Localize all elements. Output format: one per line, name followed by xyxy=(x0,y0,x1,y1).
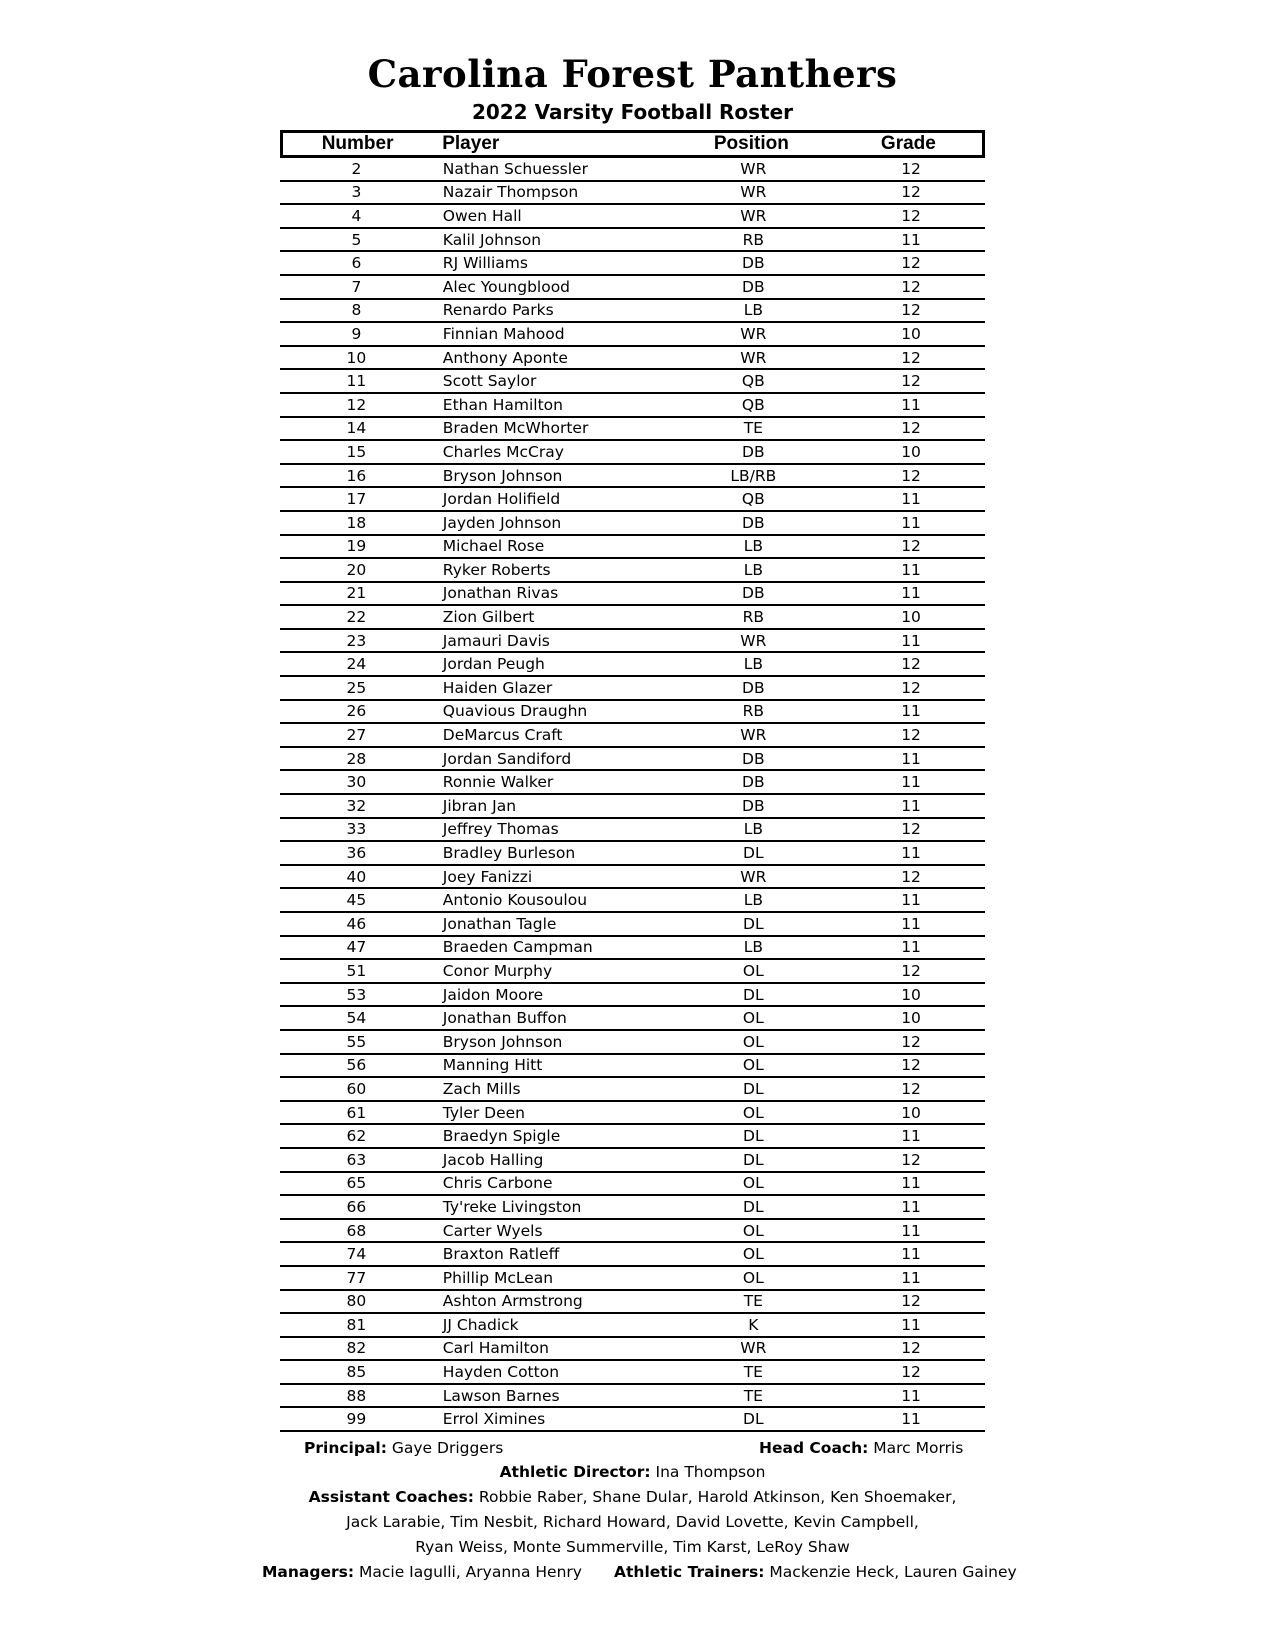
assistant-coaches-label: Assistant Coaches: xyxy=(308,1488,474,1506)
cell-grade: 12 xyxy=(901,254,921,273)
table-row xyxy=(280,418,985,442)
cell-grade: 11 xyxy=(901,1245,921,1264)
table-row xyxy=(280,441,985,465)
cell-number: 6 xyxy=(351,254,362,273)
table-row xyxy=(280,1220,985,1244)
table-row xyxy=(280,512,985,536)
table-row xyxy=(280,205,985,229)
column-header-number: Number xyxy=(321,133,394,154)
athletic-trainers-label: Athletic Trainers: xyxy=(614,1563,765,1581)
cell-number: 85 xyxy=(346,1363,367,1382)
assistant-coaches-line-1 xyxy=(0,1485,1265,1510)
table-row xyxy=(280,1125,985,1149)
cell-position: LB xyxy=(743,537,763,556)
table-row xyxy=(280,465,985,489)
table-row xyxy=(280,630,985,654)
cell-number: 61 xyxy=(346,1103,367,1122)
cell-position: LB/RB xyxy=(730,466,777,485)
cell-position: OL xyxy=(742,1009,764,1028)
cell-player: DeMarcus Craft xyxy=(442,726,563,745)
cell-number: 10 xyxy=(346,348,367,367)
cell-position: LB xyxy=(743,655,763,674)
cell-number: 53 xyxy=(346,985,367,1004)
cell-grade: 12 xyxy=(901,1056,921,1075)
table-row xyxy=(280,1361,985,1385)
cell-grade: 12 xyxy=(901,183,921,202)
cell-number: 82 xyxy=(346,1339,367,1358)
cell-number: 3 xyxy=(351,183,362,202)
cell-player: Ethan Hamilton xyxy=(442,395,563,414)
cell-player: Bradley Burleson xyxy=(442,844,576,863)
cell-number: 27 xyxy=(346,726,367,745)
table-row xyxy=(280,937,985,961)
cell-position: RB xyxy=(742,608,765,627)
cell-position: WR xyxy=(740,183,767,202)
head-coach-name: Marc Morris xyxy=(873,1439,964,1457)
cell-grade: 10 xyxy=(901,1009,921,1028)
cell-position: DB xyxy=(742,513,765,532)
cell-position: TE xyxy=(743,1386,763,1405)
cell-position: OL xyxy=(742,1103,764,1122)
cell-grade: 11 xyxy=(901,702,921,721)
cell-number: 12 xyxy=(346,395,367,414)
table-row xyxy=(280,1007,985,1031)
cell-player: Bryson Johnson xyxy=(442,466,563,485)
cell-player: Michael Rose xyxy=(442,537,545,556)
cell-number: 30 xyxy=(346,773,367,792)
cell-number: 7 xyxy=(351,277,362,296)
cell-grade: 11 xyxy=(901,1315,921,1334)
cell-grade: 11 xyxy=(901,1268,921,1287)
cell-player: Braedyn Spigle xyxy=(442,1127,561,1146)
table-row xyxy=(280,1408,985,1432)
cell-player: Braden McWhorter xyxy=(442,419,589,438)
cell-number: 22 xyxy=(346,608,367,627)
cell-grade: 12 xyxy=(901,1363,921,1382)
cell-grade: 11 xyxy=(901,631,921,650)
table-row xyxy=(280,866,985,890)
cell-position: DL xyxy=(743,1150,764,1169)
cell-number: 26 xyxy=(346,702,367,721)
assistant-coaches-names-1: Robbie Raber, Shane Dular, Harold Atkinson, Ken Shoemaker, xyxy=(478,1488,957,1506)
cell-grade: 11 xyxy=(901,914,921,933)
cell-position: DB xyxy=(742,678,765,697)
cell-number: 28 xyxy=(346,749,367,768)
table-row xyxy=(280,1078,985,1102)
cell-grade: 10 xyxy=(901,608,921,627)
cell-grade: 11 xyxy=(901,891,921,910)
table-row xyxy=(280,701,985,725)
assistant-coaches-line-3: Ryan Weiss, Monte Summerville, Tim Karst, LeRoy Shaw xyxy=(415,1538,850,1556)
table-row xyxy=(280,1267,985,1291)
cell-number: 9 xyxy=(351,324,362,343)
table-row xyxy=(280,1385,985,1409)
cell-position: OL xyxy=(742,1174,764,1193)
cell-position: LB xyxy=(743,301,763,320)
cell-number: 62 xyxy=(346,1127,367,1146)
table-row xyxy=(280,795,985,819)
cell-player: Kalil Johnson xyxy=(442,230,542,249)
cell-position: DL xyxy=(743,914,764,933)
cell-player: Nazair Thompson xyxy=(442,183,579,202)
cell-position: WR xyxy=(740,631,767,650)
cell-player: Nathan Schuessler xyxy=(442,159,588,178)
cell-position: LB xyxy=(743,891,763,910)
cell-grade: 12 xyxy=(901,655,921,674)
cell-position: OL xyxy=(742,1245,764,1264)
cell-player: Tyler Deen xyxy=(442,1103,525,1122)
cell-grade: 11 xyxy=(901,1386,921,1405)
cell-position: WR xyxy=(740,726,767,745)
cell-position: DB xyxy=(742,584,765,603)
table-row xyxy=(280,182,985,206)
cell-position: DL xyxy=(743,1127,764,1146)
cell-player: Errol Ximines xyxy=(442,1410,546,1429)
table-row xyxy=(280,724,985,748)
cell-player: RJ Williams xyxy=(442,254,528,273)
column-header-player: Player xyxy=(442,133,500,154)
table-row xyxy=(280,606,985,630)
cell-grade: 10 xyxy=(901,985,921,1004)
cell-grade: 12 xyxy=(901,678,921,697)
cell-grade: 11 xyxy=(901,773,921,792)
table-row xyxy=(280,252,985,276)
cell-grade: 11 xyxy=(901,1221,921,1240)
table-row xyxy=(280,913,985,937)
cell-number: 68 xyxy=(346,1221,367,1240)
cell-player: Ty'reke Livingston xyxy=(442,1197,582,1216)
cell-position: DL xyxy=(743,1079,764,1098)
cell-number: 33 xyxy=(346,820,367,839)
cell-number: 24 xyxy=(346,655,367,674)
cell-position: DB xyxy=(742,796,765,815)
cell-position: LB xyxy=(743,820,763,839)
cell-number: 18 xyxy=(346,513,367,532)
cell-player: Jibran Jan xyxy=(442,796,517,815)
table-row xyxy=(280,583,985,607)
cell-position: WR xyxy=(740,1339,767,1358)
cell-player: Joey Fanizzi xyxy=(442,867,533,886)
cell-number: 17 xyxy=(346,490,367,509)
cell-player: Jonathan Tagle xyxy=(442,914,557,933)
cell-player: JJ Chadick xyxy=(442,1315,519,1334)
cell-number: 65 xyxy=(346,1174,367,1193)
table-row xyxy=(280,1055,985,1079)
cell-position: QB xyxy=(741,490,765,509)
athletic-director-label: Athletic Director: xyxy=(499,1463,651,1481)
cell-player: Lawson Barnes xyxy=(442,1386,560,1405)
cell-grade: 12 xyxy=(901,1079,921,1098)
cell-grade: 10 xyxy=(901,442,921,461)
table-row xyxy=(280,771,985,795)
cell-number: 81 xyxy=(346,1315,367,1334)
cell-player: Braeden Campman xyxy=(442,938,593,957)
cell-position: DB xyxy=(742,749,765,768)
cell-number: 51 xyxy=(346,961,367,980)
table-row xyxy=(280,984,985,1008)
cell-player: Alec Youngblood xyxy=(442,277,571,296)
cell-position: DL xyxy=(743,985,764,1004)
cell-grade: 12 xyxy=(901,348,921,367)
cell-number: 15 xyxy=(346,442,367,461)
cell-number: 74 xyxy=(346,1245,367,1264)
cell-grade: 11 xyxy=(901,796,921,815)
table-row xyxy=(280,370,985,394)
cell-number: 11 xyxy=(346,372,367,391)
cell-position: TE xyxy=(743,419,763,438)
cell-number: 36 xyxy=(346,844,367,863)
table-row xyxy=(280,1338,985,1362)
cell-player: Jamauri Davis xyxy=(442,631,550,650)
cell-number: 19 xyxy=(346,537,367,556)
cell-number: 23 xyxy=(346,631,367,650)
cell-number: 2 xyxy=(351,159,362,178)
cell-grade: 12 xyxy=(901,1150,921,1169)
table-row xyxy=(280,677,985,701)
table-row xyxy=(280,1031,985,1055)
cell-player: Conor Murphy xyxy=(442,961,553,980)
cell-grade: 11 xyxy=(901,844,921,863)
table-row xyxy=(280,394,985,418)
cell-position: QB xyxy=(741,372,765,391)
table-row xyxy=(280,488,985,512)
table-row xyxy=(280,1196,985,1220)
cell-number: 77 xyxy=(346,1268,367,1287)
table-row xyxy=(280,1149,985,1173)
cell-grade: 12 xyxy=(901,466,921,485)
table-row xyxy=(280,536,985,560)
cell-grade: 12 xyxy=(901,537,921,556)
cell-player: Ashton Armstrong xyxy=(442,1292,583,1311)
table-row xyxy=(280,1102,985,1126)
cell-position: DB xyxy=(742,254,765,273)
cell-player: Chris Carbone xyxy=(442,1174,553,1193)
table-header xyxy=(280,130,985,158)
cell-player: Anthony Aponte xyxy=(442,348,568,367)
cell-position: WR xyxy=(740,324,767,343)
cell-number: 55 xyxy=(346,1032,367,1051)
cell-player: Jacob Halling xyxy=(442,1150,544,1169)
cell-number: 47 xyxy=(346,938,367,957)
cell-number: 8 xyxy=(351,301,362,320)
cell-grade: 12 xyxy=(901,372,921,391)
cell-grade: 11 xyxy=(901,938,921,957)
table-body xyxy=(280,158,985,1432)
cell-grade: 12 xyxy=(901,159,921,178)
table-row xyxy=(280,842,985,866)
cell-grade: 12 xyxy=(901,419,921,438)
cell-player: Antonio Kousoulou xyxy=(442,891,588,910)
column-header-position: Position xyxy=(713,133,789,154)
table-row xyxy=(280,1243,985,1267)
athletic-director-line xyxy=(0,1460,1265,1485)
cell-number: 32 xyxy=(346,796,367,815)
table-row xyxy=(280,158,985,182)
cell-position: LB xyxy=(743,938,763,957)
cell-position: QB xyxy=(741,395,765,414)
cell-position: RB xyxy=(742,230,765,249)
cell-number: 16 xyxy=(346,466,367,485)
cell-player: Manning Hitt xyxy=(442,1056,543,1075)
cell-grade: 11 xyxy=(901,230,921,249)
cell-grade: 12 xyxy=(901,867,921,886)
cell-player: Braxton Ratleff xyxy=(442,1245,560,1264)
table-row xyxy=(280,889,985,913)
cell-grade: 12 xyxy=(901,1339,921,1358)
cell-player: Haiden Glazer xyxy=(442,678,553,697)
cell-number: 25 xyxy=(346,678,367,697)
table-row xyxy=(280,1173,985,1197)
cell-player: Zach Mills xyxy=(442,1079,521,1098)
page-title: Carolina Forest Panthers xyxy=(367,52,898,96)
head-coach-label: Head Coach: xyxy=(759,1439,869,1457)
cell-number: 45 xyxy=(346,891,367,910)
cell-player: Quavious Draughn xyxy=(442,702,588,721)
cell-grade: 12 xyxy=(901,277,921,296)
cell-player: Charles McCray xyxy=(442,442,564,461)
cell-position: DB xyxy=(742,773,765,792)
cell-number: 5 xyxy=(351,230,362,249)
cell-grade: 11 xyxy=(901,560,921,579)
cell-number: 63 xyxy=(346,1150,367,1169)
cell-position: TE xyxy=(743,1292,763,1311)
cell-grade: 12 xyxy=(901,820,921,839)
cell-number: 46 xyxy=(346,914,367,933)
column-header-grade: Grade xyxy=(880,133,936,154)
cell-player: Carl Hamilton xyxy=(442,1339,549,1358)
cell-grade: 11 xyxy=(901,513,921,532)
cell-player: Jaidon Moore xyxy=(442,985,544,1004)
table-row xyxy=(280,1314,985,1338)
managers-line xyxy=(262,1560,582,1585)
cell-grade: 12 xyxy=(901,1292,921,1311)
cell-number: 4 xyxy=(351,206,362,225)
principal-label: Principal: xyxy=(304,1439,387,1457)
principal-line xyxy=(304,1436,503,1461)
cell-position: DL xyxy=(743,1410,764,1429)
cell-number: 20 xyxy=(346,560,367,579)
cell-grade: 12 xyxy=(901,301,921,320)
table-row xyxy=(280,323,985,347)
cell-grade: 12 xyxy=(901,961,921,980)
cell-player: Jordan Sandiford xyxy=(442,749,572,768)
cell-position: WR xyxy=(740,867,767,886)
cell-grade: 11 xyxy=(901,1127,921,1146)
cell-position: OL xyxy=(742,1268,764,1287)
cell-player: Finnian Mahood xyxy=(442,324,565,343)
cell-player: Jeffrey Thomas xyxy=(442,820,559,839)
cell-player: Owen Hall xyxy=(442,206,522,225)
cell-grade: 10 xyxy=(901,1103,921,1122)
cell-number: 54 xyxy=(346,1009,367,1028)
cell-number: 56 xyxy=(346,1056,367,1075)
table-row xyxy=(280,347,985,371)
cell-player: Ryker Roberts xyxy=(442,560,551,579)
cell-number: 80 xyxy=(346,1292,367,1311)
cell-number: 40 xyxy=(346,867,367,886)
cell-grade: 11 xyxy=(901,1197,921,1216)
cell-grade: 11 xyxy=(901,749,921,768)
table-row xyxy=(280,748,985,772)
cell-player: Jordan Peugh xyxy=(442,655,545,674)
table-row xyxy=(280,229,985,253)
principal-name: Gaye Driggers xyxy=(391,1439,504,1457)
cell-player: Jonathan Buffon xyxy=(442,1009,567,1028)
cell-player: Zion Gilbert xyxy=(442,608,535,627)
head-coach-line xyxy=(759,1436,963,1461)
cell-number: 99 xyxy=(346,1410,367,1429)
cell-grade: 11 xyxy=(901,1410,921,1429)
cell-position: TE xyxy=(743,1363,763,1382)
cell-position: OL xyxy=(742,1032,764,1051)
cell-player: Renardo Parks xyxy=(442,301,554,320)
cell-position: DL xyxy=(743,844,764,863)
cell-position: OL xyxy=(742,961,764,980)
managers-label: Managers: xyxy=(262,1563,355,1581)
cell-player: Scott Saylor xyxy=(442,372,537,391)
cell-grade: 12 xyxy=(901,1032,921,1051)
athletic-trainers-line xyxy=(614,1560,1017,1585)
cell-position: WR xyxy=(740,206,767,225)
cell-number: 21 xyxy=(346,584,367,603)
table-row xyxy=(280,653,985,677)
cell-grade: 11 xyxy=(901,490,921,509)
cell-number: 66 xyxy=(346,1197,367,1216)
cell-number: 14 xyxy=(346,419,367,438)
cell-grade: 11 xyxy=(901,584,921,603)
managers-names: Macie Iagulli, Aryanna Henry xyxy=(359,1563,582,1581)
cell-position: WR xyxy=(740,348,767,367)
table-row xyxy=(280,300,985,324)
cell-player: Jordan Holifield xyxy=(442,490,561,509)
cell-position: WR xyxy=(740,159,767,178)
cell-grade: 11 xyxy=(901,395,921,414)
cell-player: Ronnie Walker xyxy=(442,773,554,792)
cell-position: OL xyxy=(742,1221,764,1240)
table-row xyxy=(280,1291,985,1315)
cell-position: DB xyxy=(742,442,765,461)
athletic-director-name: Ina Thompson xyxy=(655,1463,766,1481)
page-subtitle: 2022 Varsity Football Roster xyxy=(471,100,794,124)
table-row xyxy=(280,559,985,583)
cell-position: RB xyxy=(742,702,765,721)
table-row xyxy=(280,819,985,843)
cell-player: Bryson Johnson xyxy=(442,1032,563,1051)
athletic-trainers-names: Mackenzie Heck, Lauren Gainey xyxy=(769,1563,1017,1581)
cell-grade: 12 xyxy=(901,726,921,745)
cell-player: Phillip McLean xyxy=(442,1268,554,1287)
roster-table xyxy=(280,130,985,1432)
cell-grade: 10 xyxy=(901,324,921,343)
cell-position: OL xyxy=(742,1056,764,1075)
cell-player: Carter Wyels xyxy=(442,1221,543,1240)
cell-grade: 12 xyxy=(901,206,921,225)
table-row xyxy=(280,960,985,984)
cell-number: 88 xyxy=(346,1386,367,1405)
cell-position: LB xyxy=(743,560,763,579)
cell-position: DL xyxy=(743,1197,764,1216)
cell-player: Hayden Cotton xyxy=(442,1363,560,1382)
cell-position: DB xyxy=(742,277,765,296)
cell-player: Jayden Johnson xyxy=(442,513,562,532)
cell-number: 60 xyxy=(346,1079,367,1098)
cell-player: Jonathan Rivas xyxy=(442,584,559,603)
cell-grade: 11 xyxy=(901,1174,921,1193)
table-row xyxy=(280,276,985,300)
assistant-coaches-line-2: Jack Larabie, Tim Nesbit, Richard Howard, David Lovette, Kevin Campbell, xyxy=(346,1513,919,1531)
cell-position: K xyxy=(748,1315,759,1334)
